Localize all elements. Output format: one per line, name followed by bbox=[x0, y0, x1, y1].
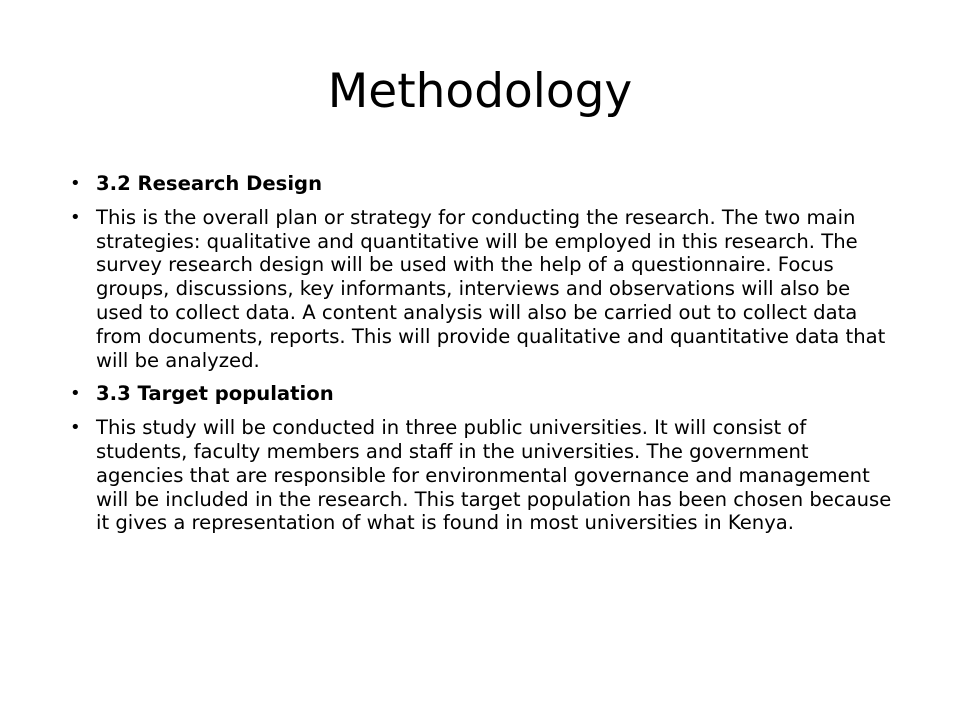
bullet-item-target-population-body bbox=[70, 416, 900, 535]
section-heading-target-population: 3.3 Target population bbox=[96, 382, 334, 406]
bullet-list bbox=[70, 172, 900, 545]
bullet-icon: • bbox=[70, 417, 81, 439]
bullet-icon: • bbox=[70, 173, 81, 194]
bullet-item-research-design-body bbox=[70, 206, 900, 373]
section-heading-research-design: 3.2 Research Design bbox=[96, 172, 323, 195]
bullet-item-target-population-heading bbox=[70, 382, 900, 406]
bullet-icon: • bbox=[70, 206, 81, 228]
slide-title: Methodology bbox=[327, 64, 633, 119]
bullet-icon: • bbox=[70, 383, 81, 405]
section-body-target-population: This study will be conducted in three public universities. It will consist of students, faculty members and staff in the universities. The government agencies that are responsible for environmental governance and management will be included in the research. This target population has been chosen because it gives a representation of what is found in most universities in Kenya. bbox=[96, 416, 892, 535]
section-body-research-design: This is the overall plan or strategy for conducting the research. The two main strategies: qualitative and quantitative will be employed in this research. The survey research design will be used with the help of a questionnaire. Focus groups, discussions, key informants, interviews and observations will also be used to collect data. A content analysis will also be carried out to collect data from documents, reports. This will provide qualitative and quantitative data that will be analyzed. bbox=[96, 205, 886, 372]
bullet-item-research-design-heading bbox=[70, 172, 900, 196]
